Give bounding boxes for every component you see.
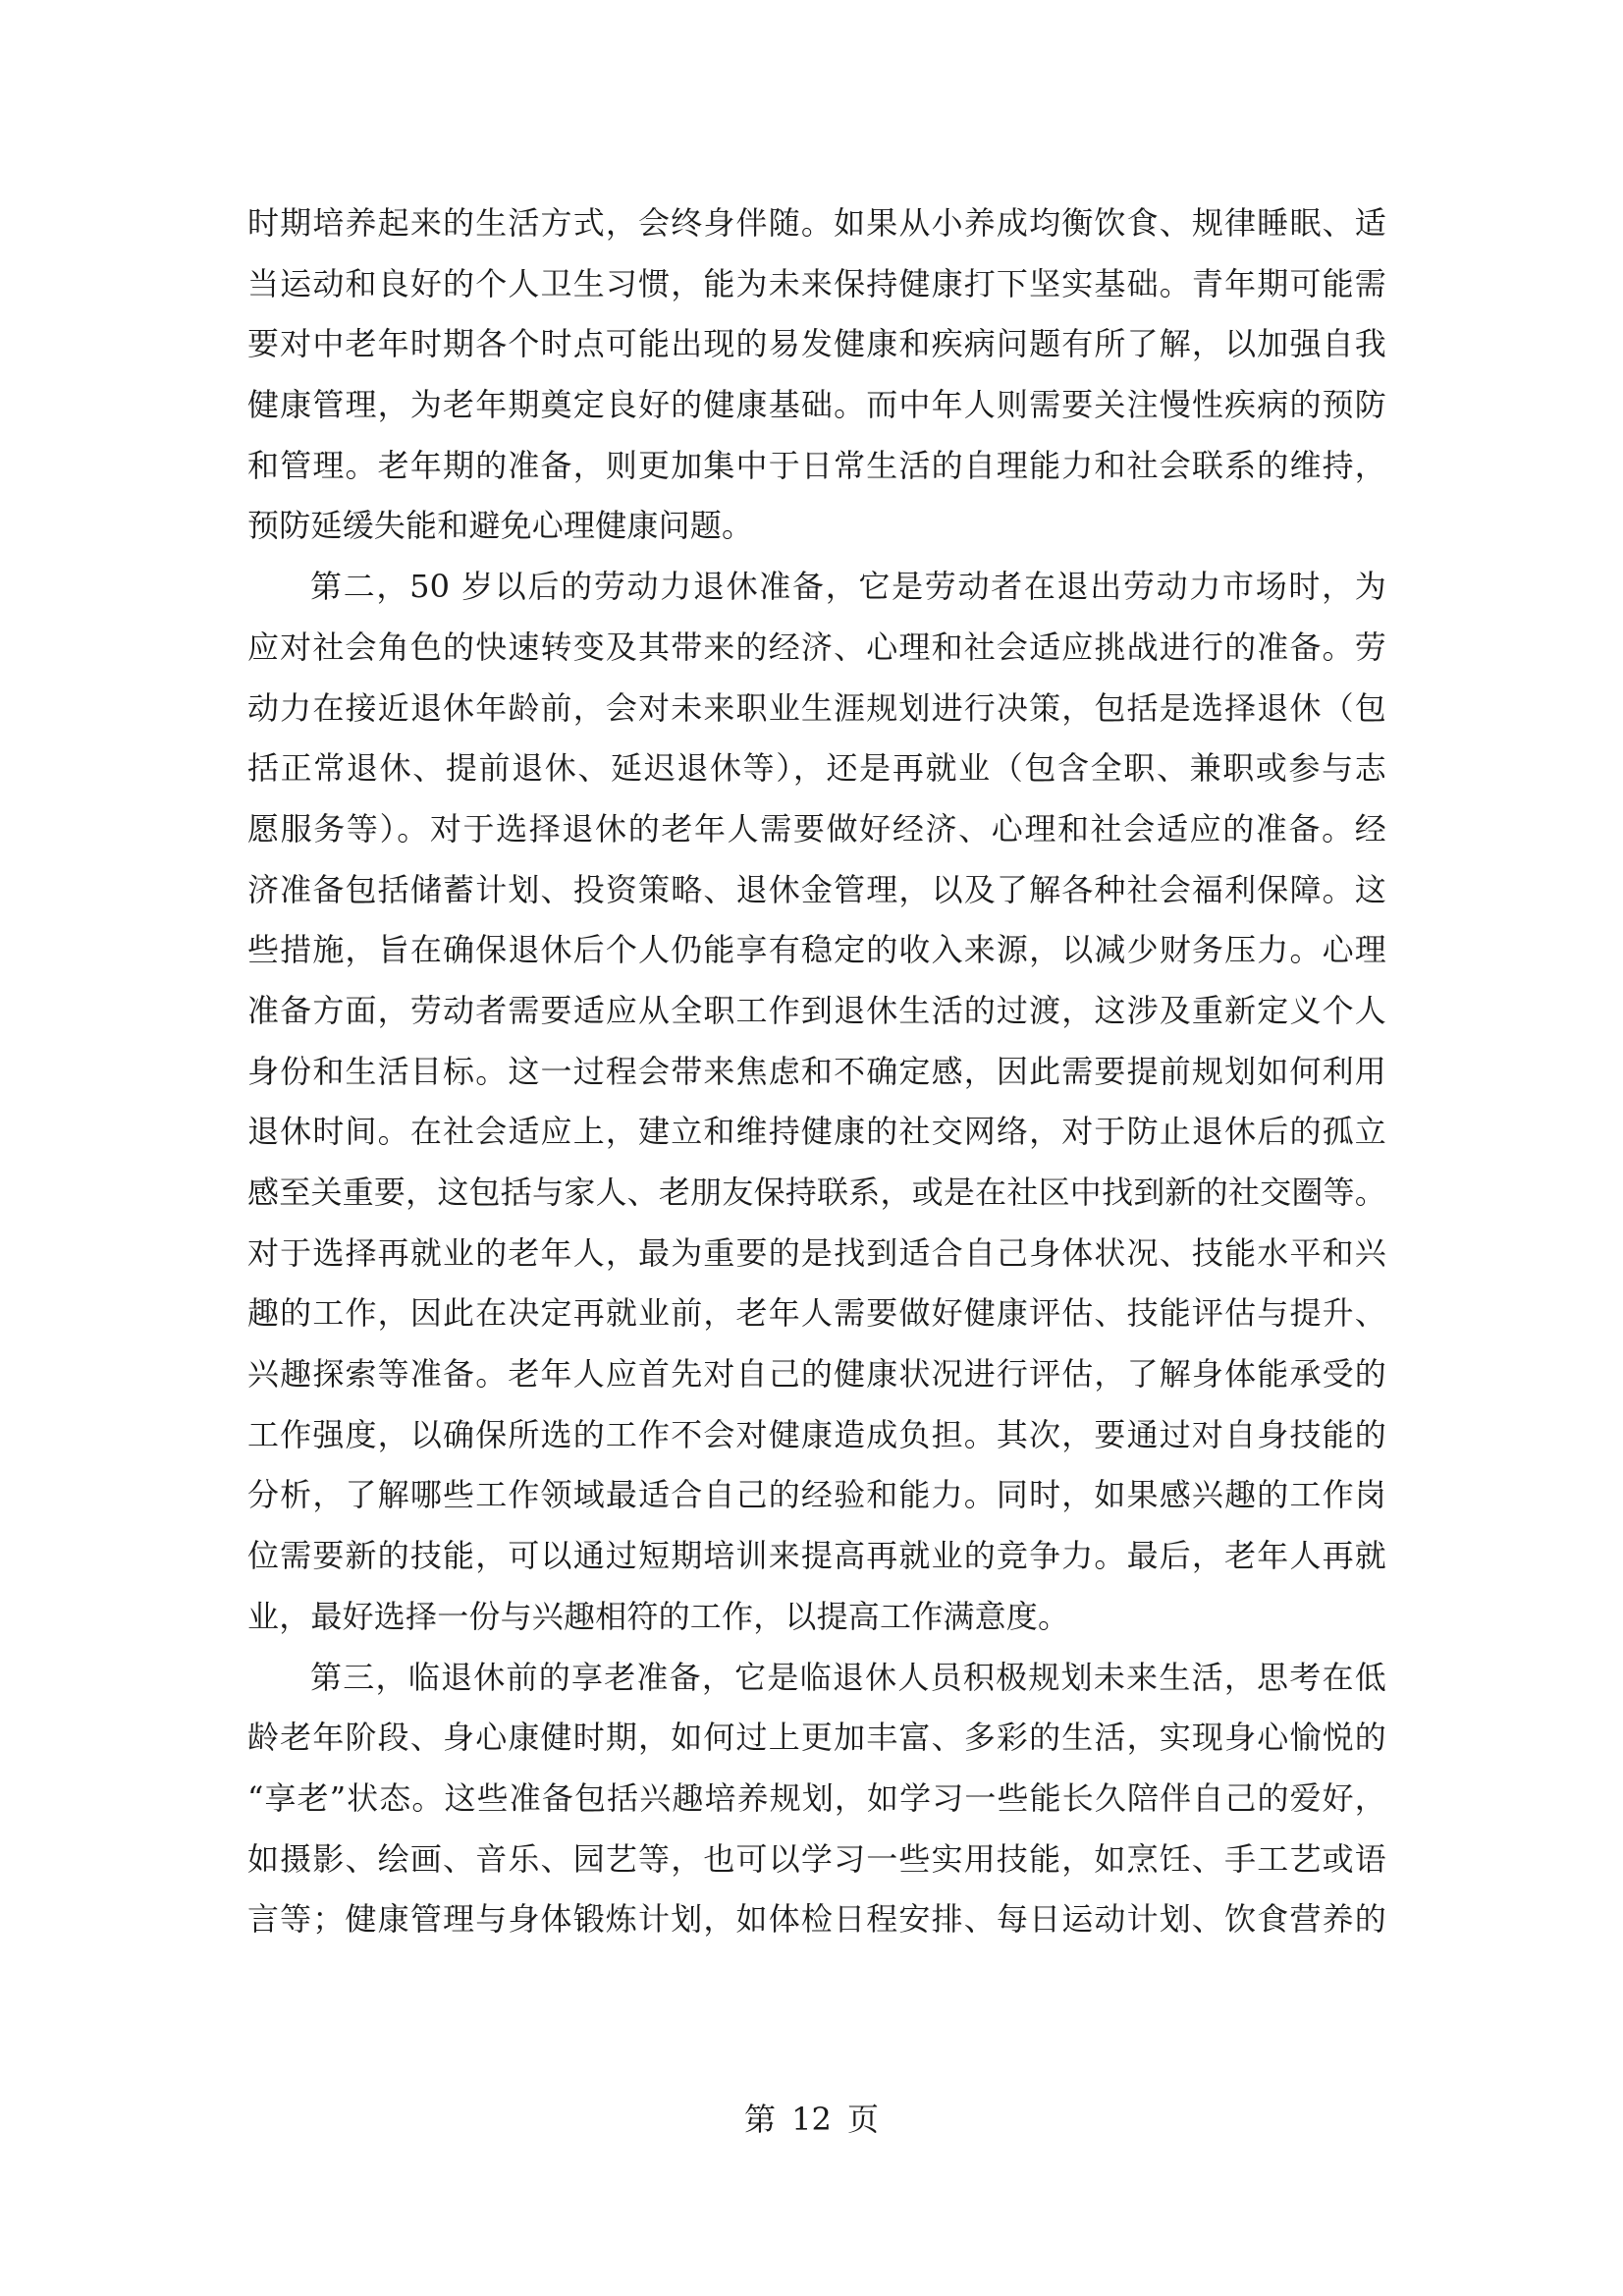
text-line: 感至关重要，这包括与家人、老朋友保持联系，或是在社区中找到新的社交圈等。 (247, 1174, 1386, 1211)
text-line: 要对中老年时期各个时点可能出现的易发健康和疾病问题有所了解，以加强自我 (247, 325, 1386, 363)
page-number: 第 12 页 (743, 2101, 880, 2138)
text-line: 身份和生活目标。这一过程会带来焦虑和不确定感，因此需要提前规划如何利用 (247, 1052, 1386, 1090)
text-line: 位需要新的技能，可以通过短期培训来提高再就业的竞争力。最后，老年人再就 (247, 1537, 1386, 1575)
text-line: 兴趣探索等准备。老年人应首先对自己的健康状况进行评估，了解身体能承受的 (247, 1355, 1386, 1394)
text-line: 如摄影、绘画、音乐、园艺等，也可以学习一些实用技能，如烹饪、手工艺或语 (247, 1839, 1386, 1878)
text-line: 工作强度，以确保所选的工作不会对健康造成负担。其次，要通过对自身技能的 (247, 1415, 1386, 1453)
text-line: 当运动和良好的个人卫生习惯，能为未来保持健康打下坚实基础。青年期可能需 (247, 264, 1386, 302)
text-line: 对于选择再就业的老年人，最为重要的是找到适合自己身体状况、技能水平和兴 (247, 1233, 1386, 1272)
text-line: 退休时间。在社会适应上，建立和维持健康的社交网络，对于防止退休后的孤立 (247, 1113, 1386, 1151)
text-line: 第三，临退休前的享老准备，它是临退休人员积极规划未来生活，思考在低 (310, 1658, 1386, 1696)
text-line: 应对社会角色的快速转变及其带来的经济、心理和社会适应挑战进行的准备。劳 (247, 628, 1386, 666)
text-line: 趣的工作，因此在决定再就业前，老年人需要做好健康评估、技能评估与提升、 (247, 1294, 1386, 1333)
text-line: 龄老年阶段、身心康健时期，如何过上更加丰富、多彩的生活，实现身心愉悦的 (247, 1719, 1386, 1757)
text-line: 和管理。老年期的准备，则更加集中于日常生活的自理能力和社会联系的维持， (247, 446, 1386, 484)
text-line: 愿服务等）。对于选择退休的老年人需要做好经济、心理和社会适应的准备。经 (247, 809, 1386, 847)
text-line: 言等；健康管理与身体锻炼计划，如体检日程安排、每日运动计划、饮食营养的 (247, 1900, 1386, 1939)
text-line: 准备方面，劳动者需要适应从全职工作到退休生活的过渡，这涉及重新定义个人 (247, 991, 1386, 1029)
body-text (247, 193, 1386, 1950)
text-line: 预防延缓失能和避免心理健康问题。 (247, 507, 754, 545)
text-line: 济准备包括储蓄计划、投资策略、退休金管理，以及了解各种社会福利保障。这 (247, 870, 1386, 908)
text-line: 分析，了解哪些工作领域最适合自己的经验和能力。同时，如果感兴趣的工作岗 (247, 1476, 1386, 1514)
text-line: 健康管理，为老年期奠定良好的健康基础。而中年人则需要关注慢性疾病的预防 (247, 386, 1386, 424)
text-line: 业，最好选择一份与兴趣相符的工作，以提高工作满意度。 (247, 1597, 1070, 1635)
text-line: 些措施，旨在确保退休后个人仍能享有稳定的收入来源，以减少财务压力。心理 (247, 931, 1386, 969)
text-line: 第二，50 岁以后的劳动力退休准备，它是劳动者在退出劳动力市场时，为 (310, 568, 1386, 606)
text-line: 动力在接近退休年龄前，会对未来职业生涯规划进行决策，包括是选择退休（包 (247, 688, 1386, 727)
text-line: “享老”状态。这些准备包括兴趣培养规划，如学习一些能长久陪伴自己的爱好， (247, 1778, 1386, 1817)
text-line: 括正常退休、提前退休、延迟退休等），还是再就业（包含全职、兼职或参与志 (247, 749, 1386, 788)
text-line: 时期培养起来的生活方式，会终身伴随。如果从小养成均衡饮食、规律睡眠、适 (247, 204, 1386, 242)
